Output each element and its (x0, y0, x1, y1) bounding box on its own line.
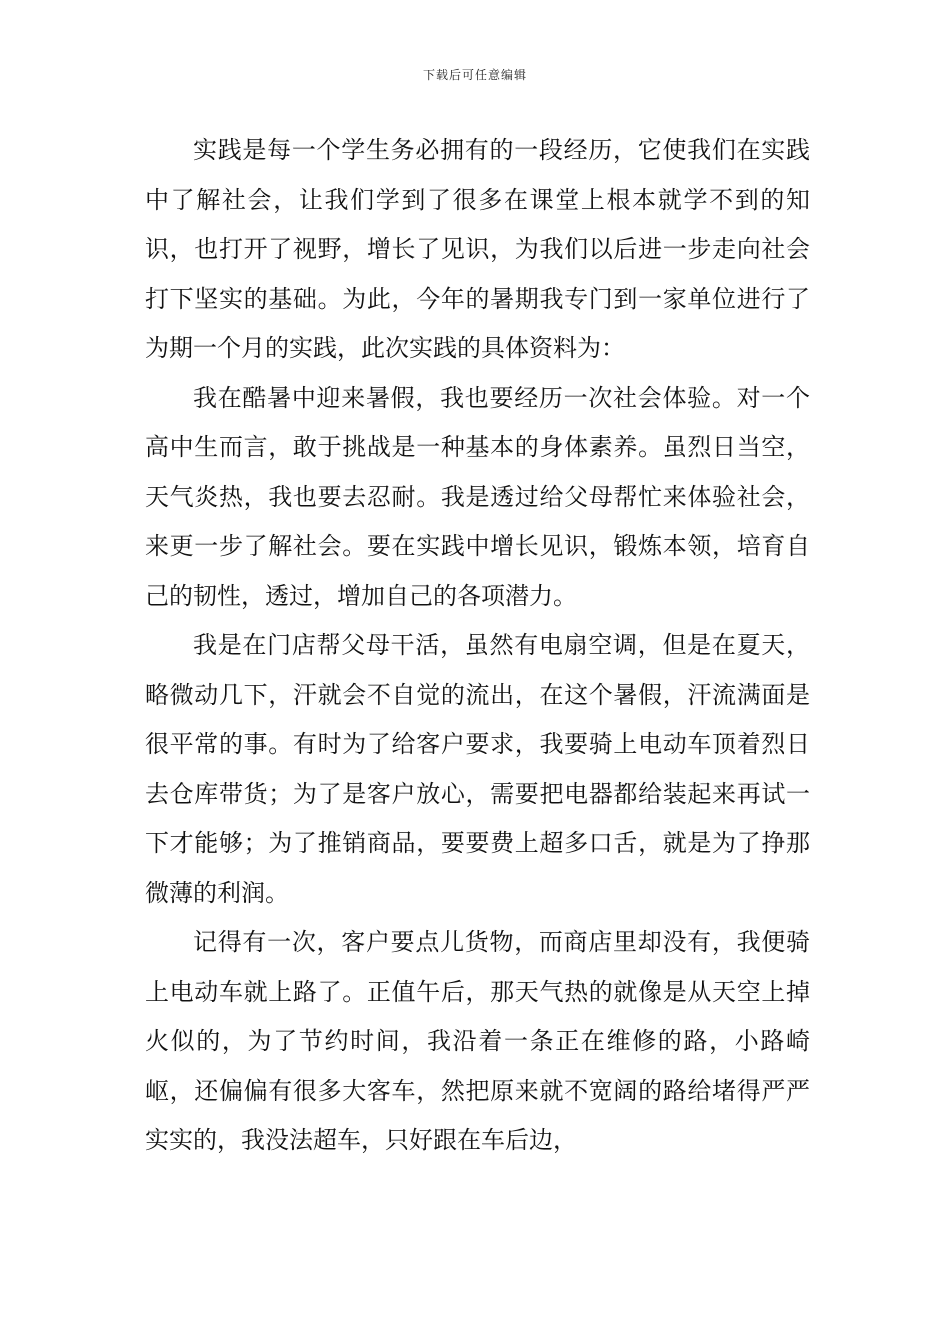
paragraph-3: 我是在门店帮父母干活，虽然有电扇空调，但是在夏天，略微动几下，汗就会不自觉的流出，在这个暑假，汗流满面是很平常的事。有时为了给客户要求，我要骑上电动车顶着烈日去仓库带货；为了是客户放心，需要把电器都给装起来再试一下才能够；为了推销商品，要要费上超多口舌，就是为了挣那微薄的利润。 (145, 631, 810, 907)
paragraph-1: 实践是每一个学生务必拥有的一段经历，它使我们在实践中了解社会，让我们学到了很多在课堂上根本就学不到的知识，也打开了视野，增长了见识，为我们以后进一步走向社会打下坚实的基础。为此，今年的暑期我专门到一家单位进行了为期一个月的实践，此次实践的具体资料为： (145, 136, 810, 362)
paragraph-2: 我在酷暑中迎来暑假，我也要经历一次社会体验。对一个高中生而言，敢于挑战是一种基本的身体素养。虽烈日当空，天气炎热，我也要去忍耐。我是透过给父母帮忙来体验社会，来更一步了解社会。要在实践中增长见识，锻炼本领，培育自己的韧性，透过，增加自己的各项潜力。 (145, 383, 810, 610)
header-note: 下载后可任意编辑 (422, 68, 527, 82)
paragraph-4: 记得有一次，客户要点儿货物，而商店里却没有，我便骑上电动车就上路了。正值午后，那天气热的就像是从天空上掉火似的，为了节约时间，我沿着一条正在维修的路，小路崎岖，还偏偏有很多大客车，然把原来就不宽阔的路给堵得严严实实的，我没法超车，只好跟在车后边， (145, 928, 810, 1154)
document-body (145, 126, 810, 1166)
